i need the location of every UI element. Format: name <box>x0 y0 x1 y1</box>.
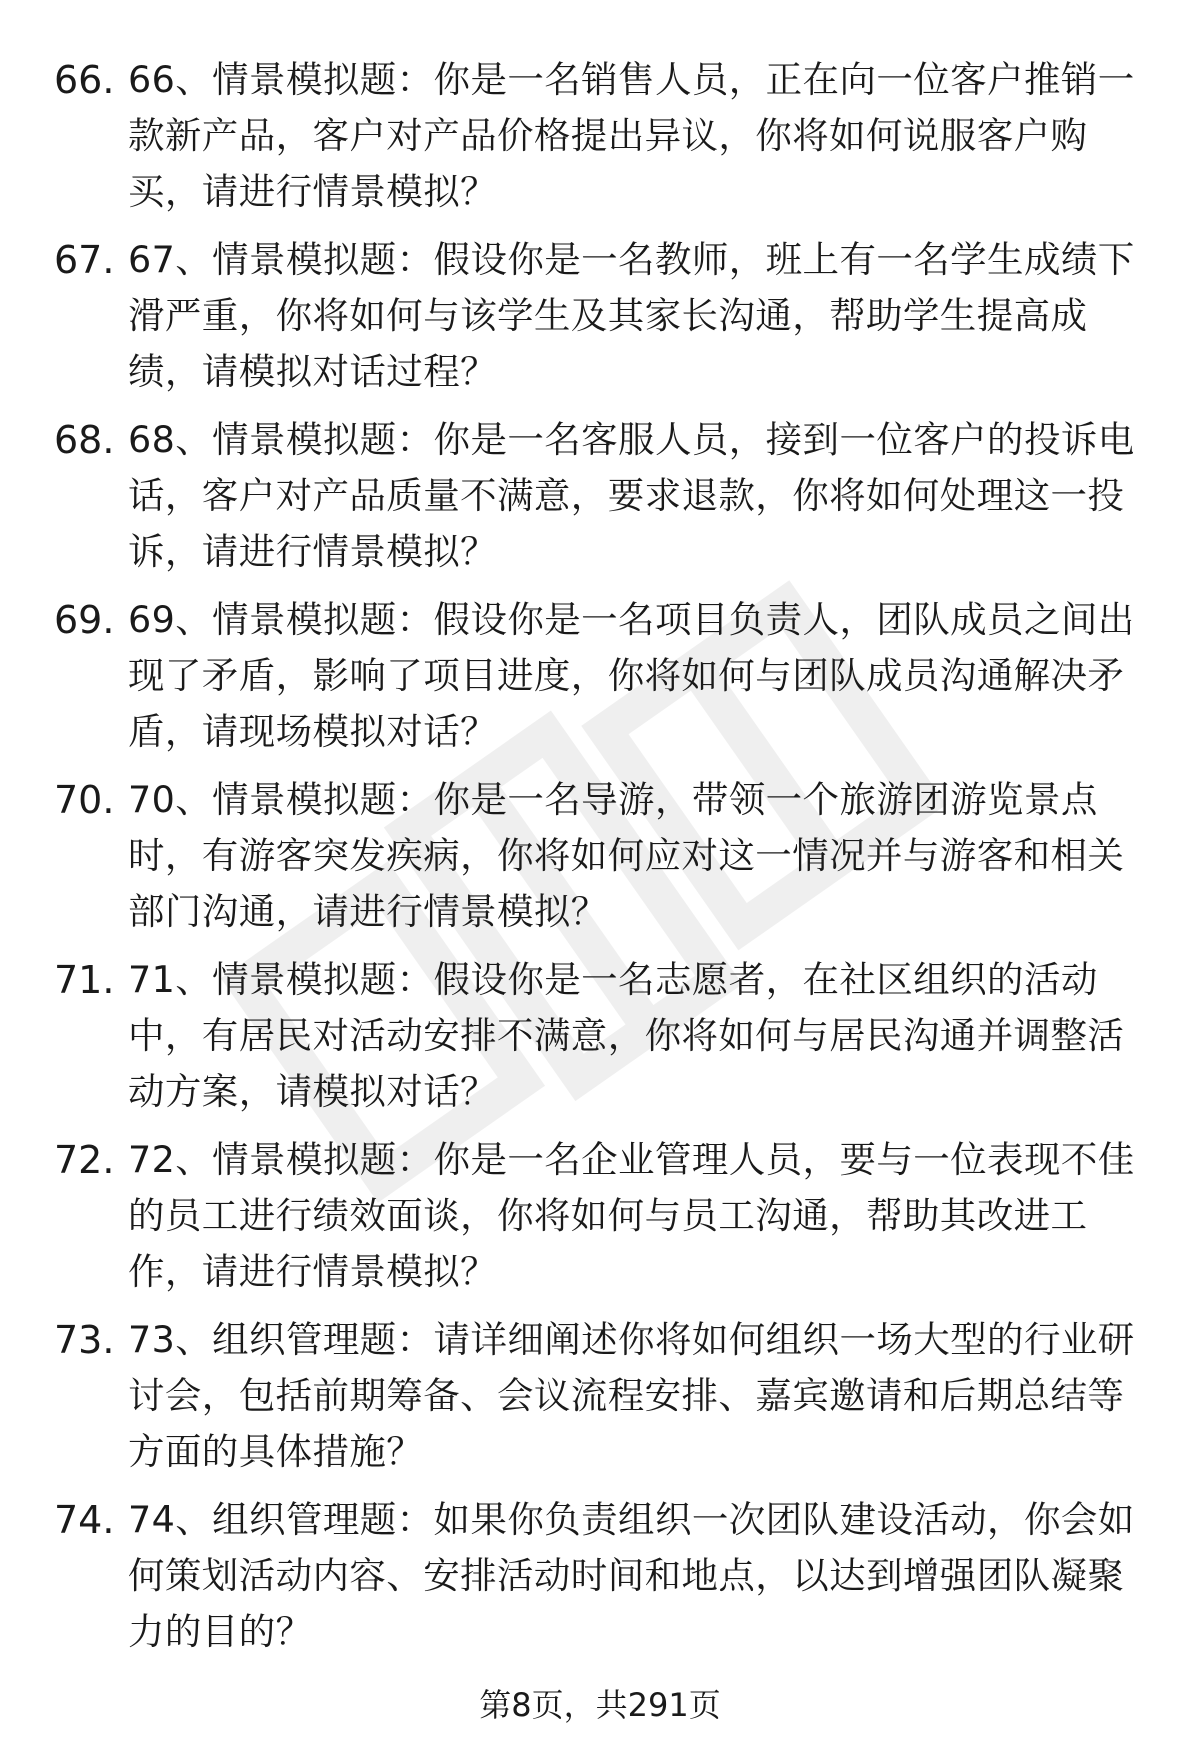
question-item <box>0 412 1200 592</box>
question-list <box>0 52 1200 1672</box>
question-item <box>0 52 1200 232</box>
question-text: 66、情景模拟题：你是一名销售人员，正在向一位客户推销一款新产品，客户对产品价格提出异议，你将如何说服客户购买，请进行情景模拟？ <box>128 58 1135 213</box>
question-text: 71、情景模拟题：假设你是一名志愿者，在社区组织的活动中，有居民对活动安排不满意，你将如何与居民沟通并调整活动方案，请模拟对话？ <box>128 958 1125 1113</box>
question-number: 71. <box>54 958 115 1002</box>
question-item <box>0 1132 1200 1312</box>
question-text: 72、情景模拟题：你是一名企业管理人员，要与一位表现不佳的员工进行绩效面谈，你将如何与员工沟通，帮助其改进工作，请进行情景模拟？ <box>128 1138 1135 1293</box>
question-text: 67、情景模拟题：假设你是一名教师，班上有一名学生成绩下滑严重，你将如何与该学生及其家长沟通，帮助学生提高成绩，请模拟对话过程？ <box>128 238 1135 393</box>
question-number: 66. <box>54 58 115 102</box>
page-footer <box>0 1680 1200 1730</box>
question-text: 74、组织管理题：如果你负责组织一次团队建设活动，你会如何策划活动内容、安排活动时间和地点，以达到增强团队凝聚力的目的？ <box>128 1498 1135 1653</box>
question-item <box>0 772 1200 952</box>
question-text: 70、情景模拟题：你是一名导游，带领一个旅游团游览景点时，有游客突发疾病，你将如何应对这一情况并与游客和相关部门沟通，请进行情景模拟？ <box>128 778 1125 933</box>
question-text: 69、情景模拟题：假设你是一名项目负责人，团队成员之间出现了矛盾，影响了项目进度，你将如何与团队成员沟通解决矛盾，请现场模拟对话？ <box>128 598 1135 753</box>
question-number: 70. <box>54 778 115 822</box>
page-number-label: 第8页，共291页 <box>479 1686 721 1724</box>
question-number: 72. <box>54 1138 115 1182</box>
question-text: 73、组织管理题：请详细阐述你将如何组织一场大型的行业研讨会，包括前期筹备、会议流程安排、嘉宾邀请和后期总结等方面的具体措施？ <box>128 1318 1135 1473</box>
question-item <box>0 1492 1200 1672</box>
question-item <box>0 232 1200 412</box>
question-number: 69. <box>54 598 115 642</box>
question-item <box>0 1312 1200 1492</box>
question-number: 67. <box>54 238 115 282</box>
question-number: 74. <box>54 1498 115 1542</box>
question-text: 68、情景模拟题：你是一名客服人员，接到一位客户的投诉电话，客户对产品质量不满意，要求退款，你将如何处理这一投诉，请进行情景模拟？ <box>128 418 1135 573</box>
question-item <box>0 952 1200 1132</box>
question-item <box>0 592 1200 772</box>
question-number: 68. <box>54 418 115 462</box>
question-number: 73. <box>54 1318 115 1362</box>
